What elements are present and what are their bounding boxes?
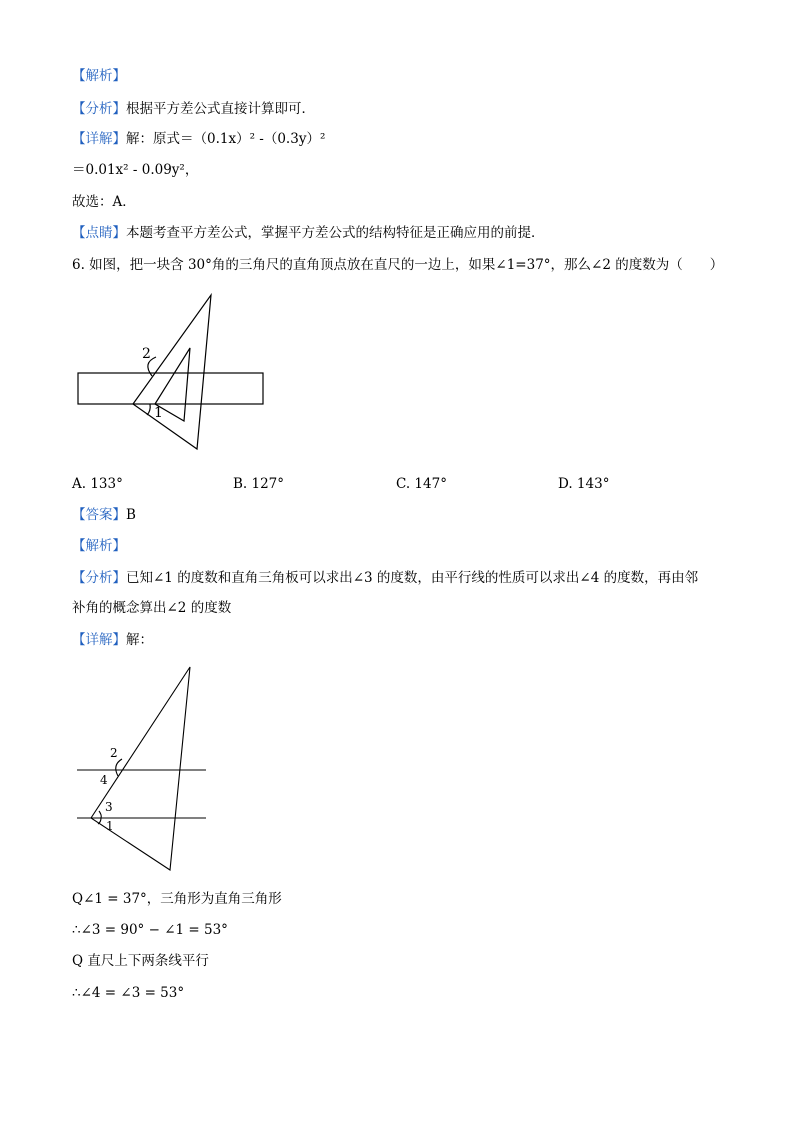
tag-fenxi: 【分析】 — [72, 101, 126, 117]
question-6: 6. 如图，把一块含 30°角的三角尺的直角顶点放在直尺的一边上，如果∠1=37°，那么∠2 的度数为（ ） — [72, 257, 724, 273]
step-4: ∴∠4 = ∠3 = 53° — [72, 985, 185, 1001]
tag-dianjing: 【点睛】 — [72, 225, 126, 241]
tag-xiangjie-2: 【详解】 — [72, 632, 126, 648]
figure-2 — [77, 667, 206, 870]
fig1-label-2: 2 — [142, 346, 151, 362]
fenxi2-text-2: 补角的概念算出∠2 的度数 — [72, 600, 232, 616]
dianjing-text: 本题考查平方差公式，掌握平方差公式的结构特征是正确应用的前提． — [126, 225, 545, 241]
analysis-heading-2 — [72, 537, 126, 555]
fig2-label-2: 2 — [110, 746, 118, 760]
xiangjie2-text: 解： — [126, 632, 153, 648]
fig2-label-1: 1 — [106, 819, 114, 833]
tag-jiexi: 【解析】 — [72, 68, 126, 84]
tag-jiexi-2: 【解析】 — [72, 538, 126, 554]
analysis-fenxi-2 — [72, 569, 698, 587]
fenxi2-text-1: 已知∠1 的度数和直角三角板可以求出∠3 的度数，由平行线的性质可以求出∠4 的度数，再由邻 — [126, 570, 699, 586]
step-1: Q∠1 = 37°，三角形为直角三角形 — [72, 891, 282, 907]
angle-1-arc-solution — [98, 818, 101, 824]
fig1-label-1: 1 — [154, 405, 163, 421]
result-line: ＝0.01x² - 0.09y²， — [72, 162, 199, 178]
angle-3-arc-solution — [99, 811, 101, 818]
answer-text: B — [126, 507, 136, 523]
choice-line: 故选：A． — [72, 194, 136, 210]
option-a: A. 133° — [72, 476, 123, 492]
step-3: Q 直尺上下两条线平行 — [72, 953, 209, 969]
option-c: C. 147° — [396, 476, 447, 492]
fig2-label-4: 4 — [100, 773, 108, 787]
figure-1 — [78, 295, 263, 449]
ruler-rect — [78, 373, 263, 404]
solution-triangle — [91, 667, 190, 870]
xiangjie-text: 解：原式＝（0.1x）² -（0.3y）² — [126, 131, 326, 147]
fenxi-text: 根据平方差公式直接计算即可． — [126, 101, 315, 117]
analysis-xiangjie-2 — [72, 631, 153, 649]
tag-answer: 【答案】 — [72, 507, 126, 523]
angle-1-arc — [147, 404, 150, 415]
option-b: B. 127° — [233, 476, 285, 492]
angle-2-arc-solution — [116, 759, 122, 776]
step-2: ∴∠3 = 90° − ∠1 = 53° — [72, 922, 228, 938]
tag-xiangjie: 【详解】 — [72, 131, 126, 147]
triangle-outer — [133, 295, 211, 449]
answer-line — [72, 506, 136, 524]
fig2-label-3: 3 — [105, 800, 113, 814]
tag-fenxi-2: 【分析】 — [72, 570, 126, 586]
option-d: D. 143° — [558, 476, 610, 492]
